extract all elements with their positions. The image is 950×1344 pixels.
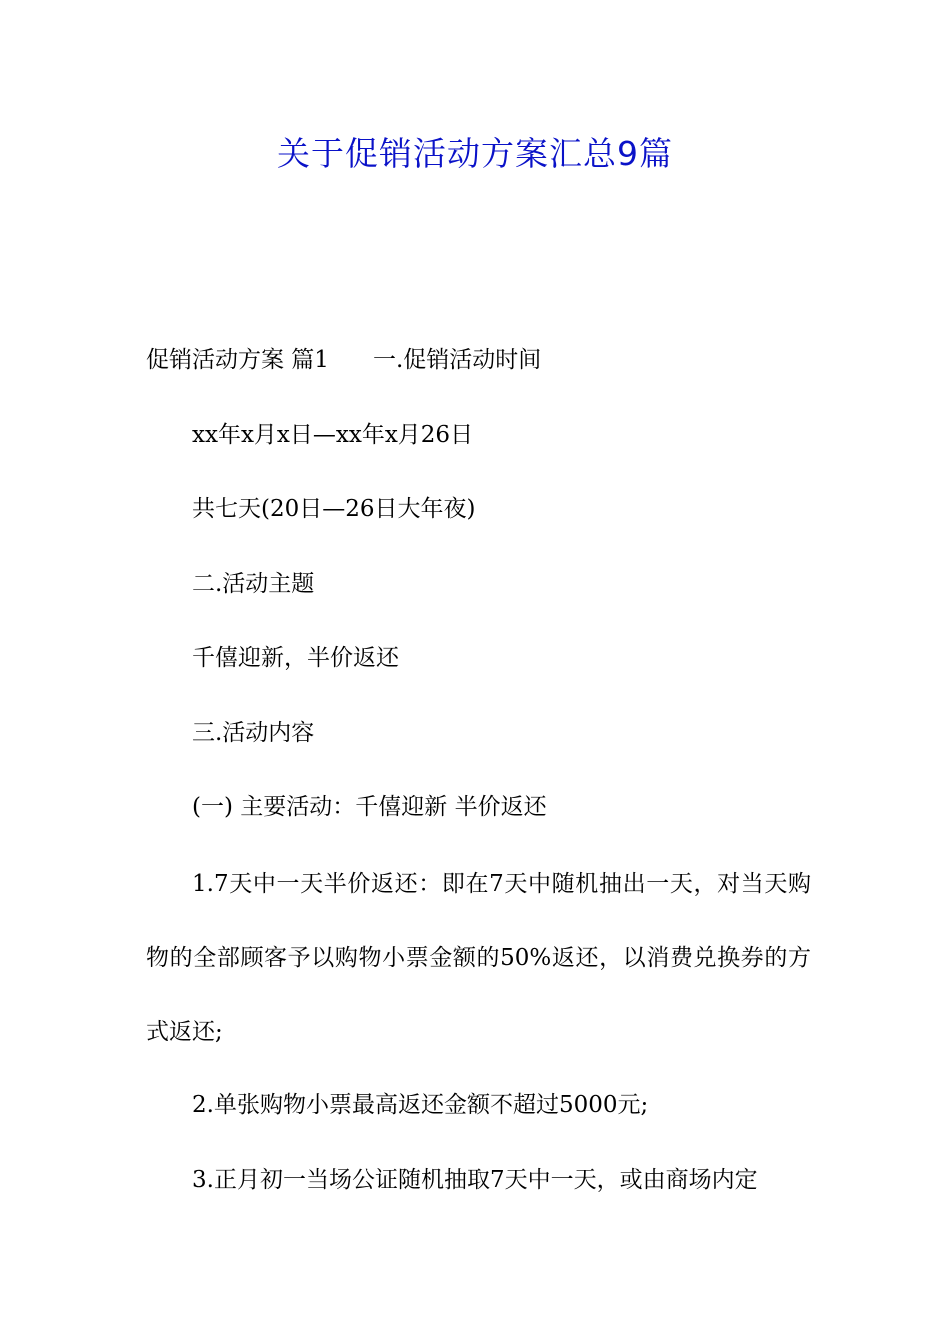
main-activity-line: (一) 主要活动：千僖迎新 半价返还 [192,794,547,820]
theme-line: 千僖迎新，半价返还 [192,645,399,671]
item-2-line: 2.单张购物小票最高返还金额不超过5000元; [192,1092,649,1118]
section-heading: 一.促销活动时间 [372,347,542,373]
section-heading-content: 三.活动内容 [192,720,315,746]
document-title: 关于促销活动方案汇总9篇 [277,134,673,173]
date-range-line: xx年x月x日—xx年x月26日 [192,422,474,448]
paragraph-item-1: 1.7天中一天半价返还：即在7天中随机抽出一天，对当天购物的全部顾客予以购物小票金额的50%返还，以消费兑换券的方式返还; [146,871,811,1045]
intro-line [146,342,541,378]
item-3-line: 3.正月初一当场公证随机抽取7天中一天，或由商场内定 [192,1167,758,1193]
section-label: 促销活动方案 篇1 [146,347,329,373]
duration-line: 共七天(20日—26日大年夜) [192,496,476,522]
section-heading-theme: 二.活动主题 [192,571,315,597]
